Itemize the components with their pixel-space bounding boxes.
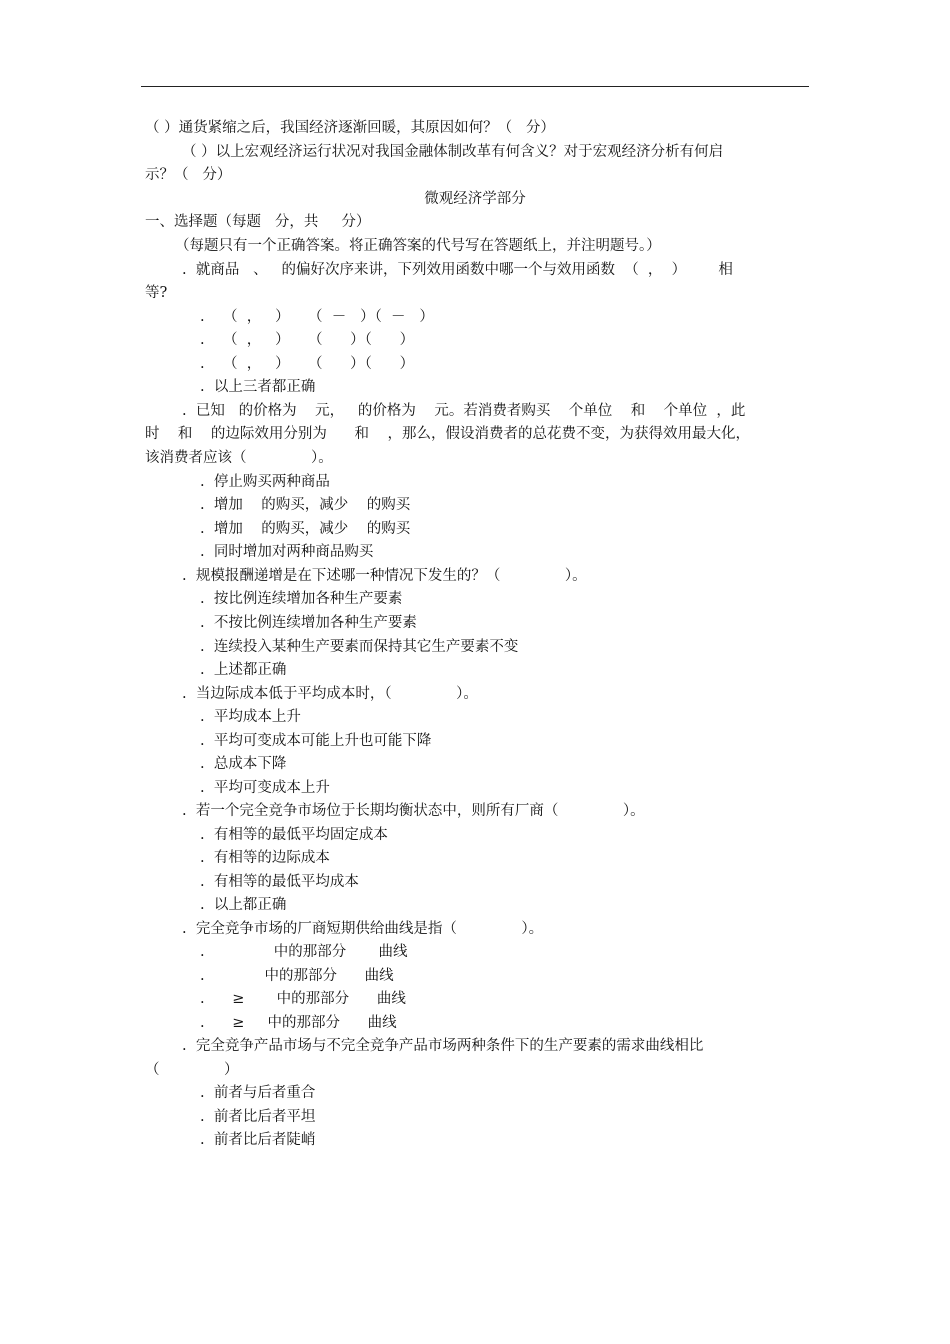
question-implication-line-1: （ ）以上宏观经济运行状况对我国金融体制改革有何含义？对于宏观经济分析有何启 (182, 144, 724, 160)
q6-option-b: . 中的那部分 曲线 (200, 968, 394, 984)
part-heading: 一、选择题（每题 分，共 分） (145, 214, 371, 230)
q7-stem-line-1: . 完全竞争产品市场与不完全竞争产品市场两种条件下的生产要素的需求曲线相比 (182, 1038, 704, 1054)
q4-option-b: . 平均可变成本可能上升也可能下降 (200, 733, 432, 749)
q1-option-b: . （ ， ） （ ）（ ） (200, 332, 415, 348)
q1-stem-line-2: 等? (145, 285, 168, 301)
q2-stem-line-2: 时 和 的边际效用分别为 和 ，那么，假设消费者的总花费不变，为获得效用最大化， (145, 426, 750, 442)
q3-option-d: . 上述都正确 (200, 662, 287, 678)
q2-stem-line-1: . 已知 的价格为 元， 的价格为 元。若消费者购买 个单位 和 个单位 ，此 (182, 403, 746, 419)
q6-option-c: . ≥ 中的那部分 曲线 (200, 991, 406, 1007)
q3-option-a: . 按比例连续增加各种生产要素 (200, 591, 403, 607)
q5-stem: . 若一个完全竞争市场位于长期均衡状态中，则所有厂商（ ）。 (182, 803, 645, 819)
q6-stem: . 完全竞争市场的厂商短期供给曲线是指（ ）。 (182, 921, 544, 937)
q4-stem: . 当边际成本低于平均成本时，（ ）。 (182, 686, 478, 702)
q2-stem-line-3: 该消费者应该（ ）。 (145, 450, 333, 466)
q3-stem: . 规模报酬递增是在下述哪一种情况下发生的？（ ）。 (182, 568, 587, 584)
q1-option-c: . （ ， ） （ ）（ ） (200, 356, 415, 372)
q7-option-a: . 前者与后者重合 (200, 1085, 316, 1101)
q2-option-b: . 增加 的购买，减少 的购买 (200, 497, 411, 513)
header-rule (141, 86, 809, 87)
q1-option-a: . （ ， ） （ － ）（ － ） (200, 309, 434, 325)
q7-option-b: . 前者比后者平坦 (200, 1109, 316, 1125)
q1-option-d: . 以上三者都正确 (200, 379, 316, 395)
q7-option-c: . 前者比后者陡峭 (200, 1132, 316, 1148)
q5-option-a: . 有相等的最低平均固定成本 (200, 827, 388, 843)
q4-option-c: . 总成本下降 (200, 756, 287, 772)
q4-option-d: . 平均可变成本上升 (200, 780, 330, 796)
q5-option-d: . 以上都正确 (200, 897, 287, 913)
q3-option-b: . 不按比例连续增加各种生产要素 (200, 615, 417, 631)
q3-option-c: . 连续投入某种生产要素而保持其它生产要素不变 (200, 639, 519, 655)
q5-option-c: . 有相等的最低平均成本 (200, 874, 359, 890)
q2-option-c: . 增加 的购买，减少 的购买 (200, 521, 411, 537)
q4-option-a: . 平均成本上升 (200, 709, 301, 725)
q2-option-a: . 停止购买两种商品 (200, 474, 330, 490)
question-implication-line-2: 示？（ 分） (145, 167, 232, 183)
instruction: （每题只有一个正确答案。将正确答案的代号写在答题纸上，并注明题号。） (175, 238, 661, 254)
q5-option-b: . 有相等的边际成本 (200, 850, 330, 866)
q2-option-d: . 同时增加对两种商品购买 (200, 544, 374, 560)
q1-stem-line-1: . 就商品 、 的偏好次序来讲，下列效用函数中哪一个与效用函数 （ ， ） 相 (182, 262, 733, 278)
q7-stem-line-2: （ ） (145, 1062, 239, 1078)
q6-option-a: . 中的那部分 曲线 (200, 944, 408, 960)
section-title: 微观经济学部分 (424, 191, 526, 207)
question-recovery: （ ）通货紧缩之后，我国经济逐渐回暖，其原因如何？（ 分） (145, 120, 555, 136)
q6-option-d: . ≥ 中的那部分 曲线 (200, 1015, 397, 1031)
